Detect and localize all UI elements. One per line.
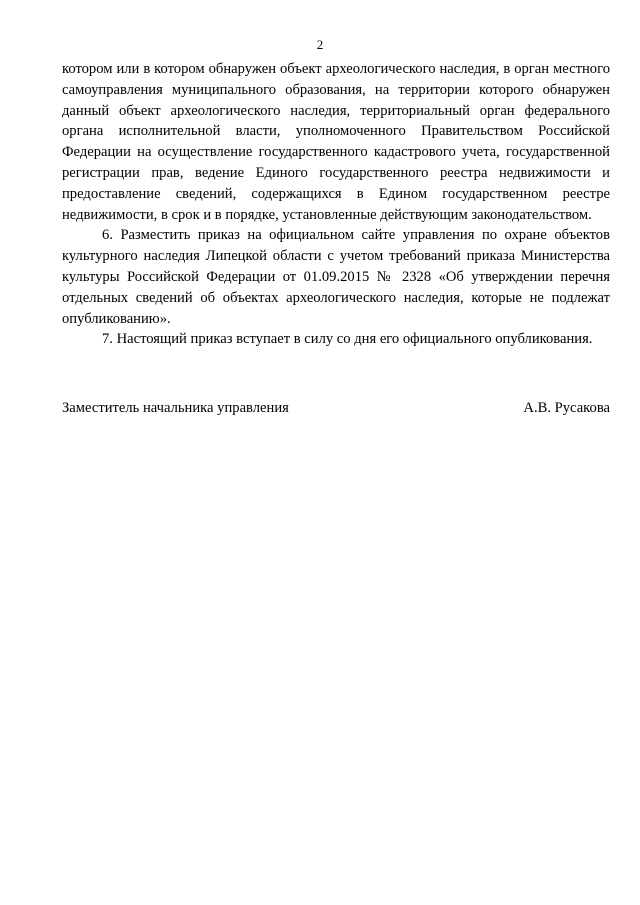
signature-block <box>62 398 610 418</box>
paragraph-item-7: 7. Настоящий приказ вступает в силу со дня его официального опубликования. <box>102 331 593 348</box>
signatory-position: Заместитель начальника управления <box>62 400 289 416</box>
page-number: 2 <box>316 37 324 52</box>
document-body <box>62 59 610 350</box>
signatory-name: А.В. Русакова <box>523 400 610 416</box>
paragraph-continuation: котором или в котором обнаружен объект археологического наследия, в орган местного самоуправления муниципального образования, на территории которого обнаружен данный объект археологического наследия, территориальный орган федерального органа исполнительной власти, уполномоченного Правительством Российской Федерации на осуществление государственного кадастрового учета, государственной регистрации прав, ведение Единого государственного реестра недвижимости и предоставление сведений, содержащихся в Едином государственном реестре недвижимости, в срок и в порядке, установленные действующим законодательством. <box>62 61 610 223</box>
paragraph-item-6: 6. Разместить приказ на официальном сайте управления по охране объектов культурного наследия Липецкой области с учетом требований приказа Министерства культуры Российской Федерации от 01.09.2015 № 2328 «Об утверждении перечня отдельных сведений об объектах археологического наследия, которые не подлежат опубликованию». <box>62 227 610 327</box>
